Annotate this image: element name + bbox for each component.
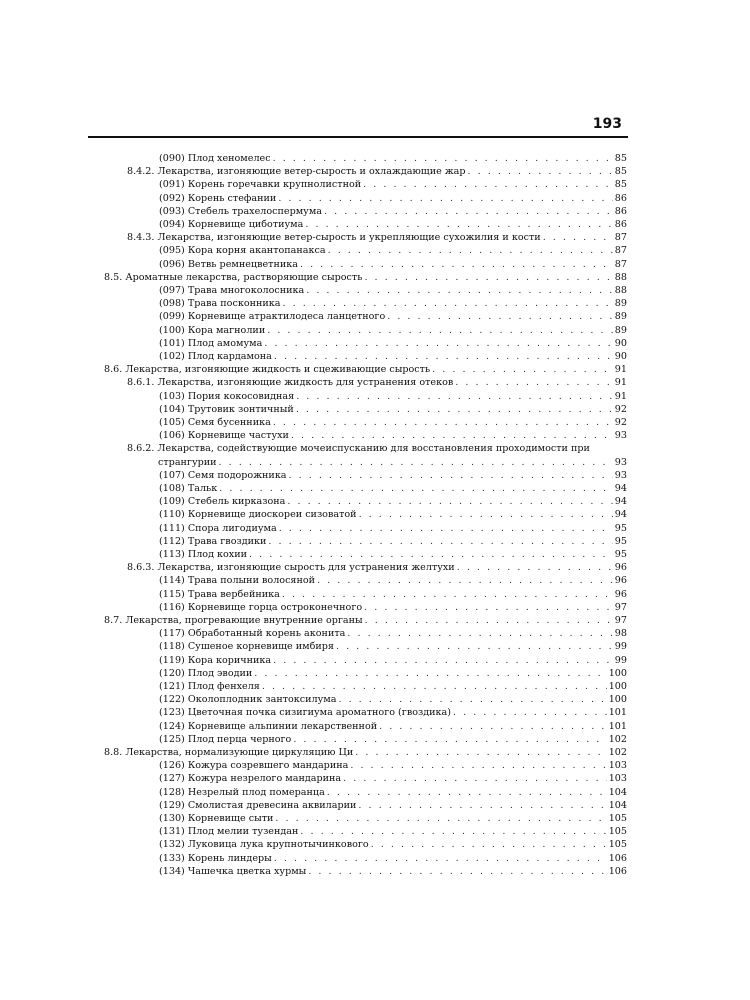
toc-entry-label: (099) Корневище атрактилодеса ланцетного bbox=[159, 311, 386, 322]
toc-entry bbox=[159, 759, 627, 772]
toc-entry-label: (129) Смолистая древесина аквиларии bbox=[159, 800, 357, 811]
toc-leader-dots bbox=[254, 667, 606, 680]
toc-leader-dots bbox=[306, 284, 613, 297]
toc-entry-label: (111) Спора лигодиума bbox=[159, 523, 277, 534]
toc-entry bbox=[158, 456, 627, 469]
toc-entry-page: 86 bbox=[614, 219, 627, 230]
toc-leader-dots bbox=[343, 772, 607, 785]
toc-entry-label: (110) Корневище диоскореи сизоватой bbox=[159, 509, 357, 520]
toc-leader-dots bbox=[274, 350, 613, 363]
toc-entry bbox=[159, 733, 627, 746]
toc-leader-dots bbox=[347, 627, 612, 640]
toc-entry-page: 97 bbox=[614, 602, 627, 613]
toc-entry-label: (094) Корневище цибοтиума bbox=[159, 219, 304, 230]
toc-entry-label: (123) Цветочная почка сизигиума ароматного (гвоздика) bbox=[159, 707, 451, 718]
toc-entry-page: 96 bbox=[614, 589, 627, 600]
toc-entry bbox=[159, 574, 627, 587]
toc-entry-label: (100) Кора магнолии bbox=[159, 325, 266, 336]
toc-entry-page: 105 bbox=[608, 813, 627, 824]
toc-entry bbox=[159, 535, 627, 548]
toc-leader-dots bbox=[282, 588, 613, 601]
toc-entry-label: 8.4.3. Лекарства, изгоняющие ветер-сырость и укрепляющие сухожилия и кости bbox=[127, 232, 541, 243]
toc-entry-label: (096) Ветвь ремнецветника bbox=[159, 259, 298, 270]
toc-entry bbox=[159, 852, 627, 865]
toc-leader-dots bbox=[387, 310, 613, 323]
toc-leader-dots bbox=[293, 733, 606, 746]
toc-entry-label: (103) Пория кокосовидная bbox=[159, 391, 295, 402]
toc-entry-label: 8.8. Лекарства, нормализующие циркуляцию Ци bbox=[104, 747, 354, 758]
toc-leader-dots bbox=[296, 390, 613, 403]
toc-entry-label: (126) Кожура созревшего мандарина bbox=[159, 760, 349, 771]
toc-leader-dots bbox=[267, 324, 613, 337]
toc-entry bbox=[159, 390, 627, 403]
toc-entry-label: (131) Плод мелии тузендан bbox=[159, 826, 299, 837]
toc-entry-label: (106) Корневище частухи bbox=[159, 430, 289, 441]
toc-entry-page: 100 bbox=[608, 681, 627, 692]
toc-leader-dots bbox=[468, 165, 613, 178]
toc-entry-label: (121) Плод фенхеля bbox=[159, 681, 260, 692]
toc-entry bbox=[159, 403, 627, 416]
toc-entry-page: 98 bbox=[614, 628, 627, 639]
toc-entry bbox=[159, 429, 627, 442]
toc-entry bbox=[159, 297, 627, 310]
toc-leader-dots bbox=[273, 654, 613, 667]
toc-entry bbox=[159, 588, 627, 601]
toc-entry-label: (105) Семя бусенника bbox=[159, 417, 271, 428]
toc-leader-dots bbox=[264, 337, 612, 350]
toc-leader-dots bbox=[296, 403, 613, 416]
toc-entry-page: 100 bbox=[608, 694, 627, 705]
toc-entry-label: (109) Стебель кирказона bbox=[159, 496, 286, 507]
toc-entry-label: (133) Корень линдеры bbox=[159, 853, 272, 864]
toc-entry-label: (097) Трава многоколосника bbox=[159, 285, 305, 296]
toc-leader-dots bbox=[219, 482, 613, 495]
toc-entry-page: 96 bbox=[614, 562, 627, 573]
toc-entry-page: 89 bbox=[614, 298, 627, 309]
toc-entry-label: (128) Незрелый плод померанца bbox=[159, 787, 325, 798]
toc-entry-page: 90 bbox=[614, 338, 627, 349]
toc-entry bbox=[159, 205, 627, 218]
toc-entry-page: 93 bbox=[614, 430, 627, 441]
toc-entry-label: (091) Корень горечавки крупнолистной bbox=[159, 179, 362, 190]
toc-entry-label: (125) Плод перца черного bbox=[159, 734, 292, 745]
toc-entry-page: 93 bbox=[614, 457, 627, 468]
toc-entry bbox=[159, 772, 627, 785]
toc-leader-dots bbox=[287, 495, 612, 508]
toc-entry-page: 104 bbox=[608, 787, 627, 798]
toc-entry bbox=[159, 482, 627, 495]
toc-leader-dots bbox=[262, 680, 607, 693]
toc-entry-label: (127) Кожура незрелого мандарина bbox=[159, 773, 342, 784]
toc-entry bbox=[104, 271, 627, 284]
toc-entry bbox=[159, 469, 627, 482]
toc-leader-dots bbox=[432, 363, 613, 376]
toc-leader-dots bbox=[268, 535, 612, 548]
toc-entry bbox=[159, 786, 627, 799]
toc-entry-label: (108) Тальк bbox=[159, 483, 218, 494]
toc-entry-page: 94 bbox=[614, 496, 627, 507]
toc-leader-dots bbox=[543, 231, 613, 244]
toc-entry bbox=[159, 522, 627, 535]
toc-entry-page: 99 bbox=[614, 641, 627, 652]
toc-entry-page: 89 bbox=[614, 311, 627, 322]
toc-entry-page: 102 bbox=[608, 747, 627, 758]
toc-entry bbox=[159, 192, 627, 205]
toc-leader-dots bbox=[274, 852, 607, 865]
toc-leader-dots bbox=[350, 759, 606, 772]
toc-entry bbox=[159, 865, 627, 878]
toc-leader-dots bbox=[300, 825, 606, 838]
toc-entry-label: (092) Корень стефании bbox=[159, 193, 277, 204]
toc-leader-dots bbox=[308, 865, 606, 878]
toc-entry-label: 8.4.2. Лекарства, изгоняющие ветер-сырость и охлаждающие жар bbox=[127, 166, 466, 177]
toc-entry-page: 106 bbox=[608, 853, 627, 864]
toc-entry-label: 8.6.2. Лекарства, содействующие мочеиспусканию для восстановления проходимости при bbox=[127, 443, 590, 454]
toc-entry-label: (124) Корневище альпинии лекарственной bbox=[159, 721, 378, 732]
toc-entry-label: (120) Плод эводии bbox=[159, 668, 253, 679]
toc-entry-page: 89 bbox=[614, 325, 627, 336]
toc-entry-label: странгурии bbox=[158, 457, 217, 468]
toc-leader-dots bbox=[338, 693, 606, 706]
toc-entry bbox=[159, 284, 627, 297]
toc-leader-dots bbox=[364, 601, 613, 614]
toc-leader-dots bbox=[358, 799, 606, 812]
toc-entry-page: 91 bbox=[614, 377, 627, 388]
toc-entry-label: (098) Трава посконника bbox=[159, 298, 281, 309]
toc-entry-label: (116) Корневище горца остроконечного bbox=[159, 602, 363, 613]
toc-entry-label: (101) Плод амомума bbox=[159, 338, 263, 349]
toc-entry-label: (090) Плод хеномелес bbox=[159, 153, 271, 164]
toc-leader-dots bbox=[283, 297, 613, 310]
toc-entry-page: 106 bbox=[608, 866, 627, 877]
toc-entry bbox=[104, 746, 627, 759]
toc-entry bbox=[127, 231, 627, 244]
toc-leader-dots bbox=[355, 746, 606, 759]
toc-leader-dots bbox=[379, 720, 607, 733]
toc-entry-page: 95 bbox=[614, 549, 627, 560]
toc-entry bbox=[159, 258, 627, 271]
toc-leader-dots bbox=[364, 271, 612, 284]
toc-entry-label: (119) Кора коричника bbox=[159, 655, 272, 666]
toc-leader-dots bbox=[324, 205, 613, 218]
toc-entry-page: 99 bbox=[614, 655, 627, 666]
toc-leader-dots bbox=[273, 416, 613, 429]
toc-entry-page: 86 bbox=[614, 193, 627, 204]
toc-leader-dots bbox=[453, 706, 607, 719]
header-rule bbox=[88, 136, 628, 138]
toc-entry bbox=[159, 667, 627, 680]
toc-entry-label: 8.6.3. Лекарства, изгоняющие сырость для устранения желтухи bbox=[127, 562, 455, 573]
toc-entry-page: 85 bbox=[614, 179, 627, 190]
toc-entry bbox=[159, 178, 627, 191]
toc-entry-label: 8.7. Лекарства, прогревающие внутренние органы bbox=[104, 615, 363, 626]
toc-entry-label: (132) Луковица лука крупнотычинкового bbox=[159, 839, 369, 850]
toc-entry bbox=[159, 706, 627, 719]
toc-entry-page: 104 bbox=[608, 800, 627, 811]
toc-entry bbox=[159, 508, 627, 521]
toc-entry bbox=[159, 152, 627, 165]
toc-entry-label: (114) Трава полыни волосяной bbox=[159, 575, 316, 586]
toc-leader-dots bbox=[279, 522, 613, 535]
toc-entry-page: 102 bbox=[608, 734, 627, 745]
toc-entry bbox=[159, 838, 627, 851]
toc-leader-dots bbox=[278, 192, 612, 205]
toc-entry-page: 94 bbox=[614, 483, 627, 494]
toc-entry-page: 87 bbox=[614, 232, 627, 243]
toc-leader-dots bbox=[336, 640, 613, 653]
toc-entry-page: 87 bbox=[614, 245, 627, 256]
toc-entry-label: 8.6.1. Лекарства, изгоняющие жидкость для устранения отеков bbox=[127, 377, 454, 388]
toc-entry-label: (113) Плод кохии bbox=[159, 549, 248, 560]
toc-entry bbox=[159, 680, 627, 693]
toc-entry bbox=[159, 310, 627, 323]
toc-entry-page: 105 bbox=[608, 826, 627, 837]
toc-entry-page: 88 bbox=[614, 285, 627, 296]
toc-entry bbox=[159, 693, 627, 706]
toc-entry bbox=[127, 376, 627, 389]
toc-leader-dots bbox=[291, 429, 613, 442]
toc-entry bbox=[159, 812, 627, 825]
toc-entry-label: (117) Обработанный корень аконита bbox=[159, 628, 346, 639]
toc-entry-label: (102) Плод кардамона bbox=[159, 351, 272, 362]
toc-entry bbox=[159, 799, 627, 812]
toc-entry-page: 93 bbox=[614, 470, 627, 481]
toc-entry bbox=[159, 244, 627, 257]
toc-entry-label: (112) Трава гвоздики bbox=[159, 536, 267, 547]
toc-entry bbox=[159, 218, 627, 231]
toc-leader-dots bbox=[327, 786, 607, 799]
toc-entry-label: (118) Сушеное корневище имбиря bbox=[159, 641, 334, 652]
toc-entry-page: 103 bbox=[608, 760, 627, 771]
toc-entry-page: 88 bbox=[614, 272, 627, 283]
toc-entry-page: 86 bbox=[614, 206, 627, 217]
toc-entry-label: (107) Семя подорожника bbox=[159, 470, 287, 481]
toc-entry-label: (130) Корневище сыти bbox=[159, 813, 274, 824]
toc-leader-dots bbox=[219, 456, 613, 469]
toc-entry bbox=[159, 601, 627, 614]
toc-entry-label: (104) Трутовик зонтичный bbox=[159, 404, 294, 415]
toc-entry bbox=[159, 337, 627, 350]
toc-entry-page: 91 bbox=[614, 391, 627, 402]
toc-entry-label: (093) Стебель трахелоспермума bbox=[159, 206, 322, 217]
toc-entry bbox=[127, 165, 627, 178]
toc-leader-dots bbox=[328, 244, 613, 257]
toc-entry bbox=[104, 363, 627, 376]
toc-leader-dots bbox=[249, 548, 613, 561]
toc-leader-dots bbox=[289, 469, 613, 482]
toc-entry-label: (122) Околоплодник зантоксилума bbox=[159, 694, 337, 705]
toc-entry bbox=[127, 561, 627, 574]
toc-entry bbox=[159, 324, 627, 337]
toc-entry-page: 90 bbox=[614, 351, 627, 362]
toc-entry-page: 92 bbox=[614, 417, 627, 428]
toc-entry-label: (134) Чашечка цветка хурмы bbox=[159, 866, 307, 877]
toc-entry-page: 97 bbox=[614, 615, 627, 626]
toc-entry-page: 96 bbox=[614, 575, 627, 586]
toc-entry-page: 101 bbox=[608, 721, 627, 732]
toc-leader-dots bbox=[300, 258, 613, 271]
toc-entry bbox=[159, 825, 627, 838]
toc-leader-dots bbox=[371, 838, 607, 851]
toc-entry-page: 92 bbox=[614, 404, 627, 415]
toc-entry bbox=[159, 416, 627, 429]
toc-entry bbox=[159, 495, 627, 508]
toc-entry-label: 8.5. Ароматные лекарства, растворяющие сырость bbox=[104, 272, 363, 283]
toc-entry bbox=[159, 720, 627, 733]
toc-entry-label: (095) Кора корня акантопанакса bbox=[159, 245, 326, 256]
toc-leader-dots bbox=[455, 376, 613, 389]
toc-entry bbox=[159, 640, 627, 653]
toc-entry-page: 94 bbox=[614, 509, 627, 520]
toc-entry bbox=[159, 627, 627, 640]
toc-entry-page: 85 bbox=[614, 153, 627, 164]
toc-leader-dots bbox=[457, 561, 613, 574]
toc-entry-page: 85 bbox=[614, 166, 627, 177]
toc-entry bbox=[104, 614, 627, 627]
toc-entry-page: 95 bbox=[614, 536, 627, 547]
toc-entry bbox=[159, 548, 627, 561]
toc-leader-dots bbox=[305, 218, 612, 231]
toc-leader-dots bbox=[365, 614, 613, 627]
toc-entry-page: 105 bbox=[608, 839, 627, 850]
toc-leader-dots bbox=[275, 812, 606, 825]
toc-leader-dots bbox=[363, 178, 613, 191]
toc-leader-dots bbox=[273, 152, 613, 165]
toc-leader-dots bbox=[359, 508, 613, 521]
toc-entry-page: 91 bbox=[614, 364, 627, 375]
toc-entry-label: 8.6. Лекарства, изгоняющие жидкость и сцеживающие сырость bbox=[104, 364, 431, 375]
toc-entry-page: 100 bbox=[608, 668, 627, 679]
toc-entry-page: 101 bbox=[608, 707, 627, 718]
toc-entry-page: 95 bbox=[614, 523, 627, 534]
toc-entry-page: 103 bbox=[608, 773, 627, 784]
toc-entry bbox=[159, 654, 627, 667]
toc-leader-dots bbox=[317, 574, 613, 587]
page-number: 193 bbox=[592, 116, 622, 132]
toc-entry-page: 87 bbox=[614, 259, 627, 270]
toc-entry bbox=[159, 350, 627, 363]
toc-entry-label: (115) Трава вербейника bbox=[159, 589, 280, 600]
